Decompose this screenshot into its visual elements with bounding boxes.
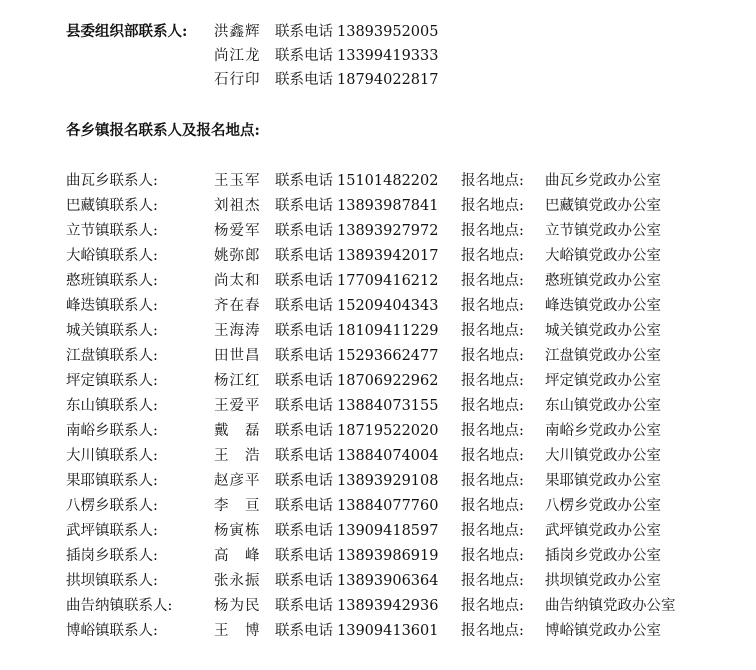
phone-number: 13893942936 bbox=[337, 598, 439, 614]
town-contact-phone bbox=[275, 421, 438, 441]
registration-place: 城关镇党政办公室 bbox=[545, 323, 661, 339]
registration-place: 果耶镇党政办公室 bbox=[545, 473, 661, 489]
town-contact-name: 王 浩 bbox=[214, 448, 261, 464]
town-contact-phone bbox=[275, 221, 438, 241]
location-label: 报名地点: bbox=[461, 398, 524, 414]
phone-number: 13884074004 bbox=[337, 448, 439, 464]
registration-place: 峰迭镇党政办公室 bbox=[545, 298, 661, 314]
phone-label: 联系电话 bbox=[275, 273, 333, 289]
phone-number: 18109411229 bbox=[337, 323, 439, 339]
registration-place: 博峪镇党政办公室 bbox=[545, 623, 661, 639]
location-label: 报名地点: bbox=[461, 598, 524, 614]
town-role-label: 博峪镇联系人: bbox=[66, 623, 158, 639]
town-contact-phone bbox=[275, 396, 438, 416]
town-role-label: 曲瓦乡联系人: bbox=[66, 173, 158, 189]
town-contact-phone bbox=[275, 471, 438, 491]
registration-place: 憨班镇党政办公室 bbox=[545, 273, 661, 289]
phone-label: 联系电话 bbox=[275, 248, 333, 264]
town-contact-phone bbox=[275, 446, 438, 466]
registration-place: 拱坝镇党政办公室 bbox=[545, 573, 661, 589]
county-contact-phone bbox=[275, 70, 438, 90]
phone-number: 13893942017 bbox=[337, 248, 439, 264]
town-role-label: 东山镇联系人: bbox=[66, 398, 158, 414]
county-heading: 县委组织部联系人: bbox=[66, 23, 188, 40]
town-contact-phone bbox=[275, 346, 438, 366]
phone-number: 13893927972 bbox=[337, 223, 439, 239]
location-label: 报名地点: bbox=[461, 273, 524, 289]
town-contact-name: 杨爱军 bbox=[214, 223, 261, 239]
location-label: 报名地点: bbox=[461, 473, 524, 489]
town-contact-phone bbox=[275, 196, 438, 216]
towns-heading: 各乡镇报名联系人及报名地点: bbox=[66, 122, 260, 139]
phone-label: 联系电话 bbox=[275, 448, 333, 464]
phone-number: 15293662477 bbox=[337, 348, 439, 364]
phone-label: 联系电话 bbox=[275, 423, 333, 439]
location-label: 报名地点: bbox=[461, 298, 524, 314]
phone-number: 15209404343 bbox=[337, 298, 439, 314]
phone-label: 联系电话 bbox=[275, 548, 333, 564]
location-label: 报名地点: bbox=[461, 173, 524, 189]
county-contact-phone bbox=[275, 22, 438, 42]
town-contact-name: 杨为民 bbox=[214, 598, 261, 614]
registration-place: 坪定镇党政办公室 bbox=[545, 373, 661, 389]
town-contact-phone bbox=[275, 546, 438, 566]
registration-place: 江盘镇党政办公室 bbox=[545, 348, 661, 364]
registration-place: 东山镇党政办公室 bbox=[545, 398, 661, 414]
phone-number: 17709416212 bbox=[337, 273, 439, 289]
registration-place: 立节镇党政办公室 bbox=[545, 223, 661, 239]
town-contact-phone bbox=[275, 271, 438, 291]
location-label: 报名地点: bbox=[461, 548, 524, 564]
phone-label: 联系电话 bbox=[275, 24, 333, 40]
town-role-label: 南峪乡联系人: bbox=[66, 423, 158, 439]
county-contact-name: 石行印 bbox=[214, 72, 261, 88]
phone-number: 13893986919 bbox=[337, 548, 439, 564]
town-contact-name: 李 亘 bbox=[214, 498, 261, 514]
town-role-label: 拱坝镇联系人: bbox=[66, 573, 158, 589]
town-role-label: 坪定镇联系人: bbox=[66, 373, 158, 389]
town-contact-name: 尚太和 bbox=[214, 273, 261, 289]
phone-number: 13884077760 bbox=[337, 498, 439, 514]
town-role-label: 城关镇联系人: bbox=[66, 323, 158, 339]
town-contact-name: 杨寅栋 bbox=[214, 523, 261, 539]
town-contact-name: 王爱平 bbox=[214, 398, 261, 414]
town-role-label: 峰迭镇联系人: bbox=[66, 298, 158, 314]
location-label: 报名地点: bbox=[461, 623, 524, 639]
phone-number: 13399419333 bbox=[337, 48, 439, 64]
phone-label: 联系电话 bbox=[275, 498, 333, 514]
location-label: 报名地点: bbox=[461, 248, 524, 264]
town-contact-name: 张永振 bbox=[214, 573, 261, 589]
town-contact-name: 田世昌 bbox=[214, 348, 261, 364]
town-role-label: 巴藏镇联系人: bbox=[66, 198, 158, 214]
registration-place: 南峪乡党政办公室 bbox=[545, 423, 661, 439]
town-contact-name: 齐在春 bbox=[214, 298, 261, 314]
town-contact-name: 王海涛 bbox=[214, 323, 261, 339]
phone-label: 联系电话 bbox=[275, 348, 333, 364]
county-contact-phone bbox=[275, 46, 438, 66]
phone-label: 联系电话 bbox=[275, 323, 333, 339]
phone-number: 13893929108 bbox=[337, 473, 439, 489]
phone-number: 13893906364 bbox=[337, 573, 439, 589]
registration-place: 巴藏镇党政办公室 bbox=[545, 198, 661, 214]
phone-number: 15101482202 bbox=[337, 173, 439, 189]
county-contact-name: 尚江龙 bbox=[214, 48, 261, 64]
town-role-label: 大川镇联系人: bbox=[66, 448, 158, 464]
town-role-label: 果耶镇联系人: bbox=[66, 473, 158, 489]
town-contact-name: 杨江红 bbox=[214, 373, 261, 389]
registration-place: 插岗乡党政办公室 bbox=[545, 548, 661, 564]
town-contact-phone bbox=[275, 246, 438, 266]
registration-place: 曲瓦乡党政办公室 bbox=[545, 173, 661, 189]
location-label: 报名地点: bbox=[461, 498, 524, 514]
town-contact-phone bbox=[275, 496, 438, 516]
town-contact-name: 高 峰 bbox=[214, 548, 261, 564]
town-contact-name: 刘祖杰 bbox=[214, 198, 261, 214]
phone-label: 联系电话 bbox=[275, 598, 333, 614]
phone-label: 联系电话 bbox=[275, 48, 333, 64]
town-contact-phone bbox=[275, 371, 438, 391]
phone-number: 18794022817 bbox=[337, 72, 439, 88]
town-contact-phone bbox=[275, 321, 438, 341]
town-role-label: 插岗乡联系人: bbox=[66, 548, 158, 564]
phone-number: 13884073155 bbox=[337, 398, 439, 414]
phone-number: 13893952005 bbox=[337, 24, 439, 40]
town-contact-phone bbox=[275, 621, 438, 641]
phone-label: 联系电话 bbox=[275, 298, 333, 314]
registration-place: 大峪镇党政办公室 bbox=[545, 248, 661, 264]
registration-place: 武坪镇党政办公室 bbox=[545, 523, 661, 539]
town-contact-name: 戴 磊 bbox=[214, 423, 261, 439]
location-label: 报名地点: bbox=[461, 573, 524, 589]
location-label: 报名地点: bbox=[461, 348, 524, 364]
registration-place: 八楞乡党政办公室 bbox=[545, 498, 661, 514]
phone-label: 联系电话 bbox=[275, 398, 333, 414]
phone-label: 联系电话 bbox=[275, 373, 333, 389]
town-role-label: 武坪镇联系人: bbox=[66, 523, 158, 539]
town-role-label: 曲告纳镇联系人: bbox=[66, 598, 173, 614]
registration-place: 曲告纳镇党政办公室 bbox=[545, 598, 676, 614]
phone-label: 联系电话 bbox=[275, 623, 333, 639]
town-role-label: 八楞乡联系人: bbox=[66, 498, 158, 514]
location-label: 报名地点: bbox=[461, 198, 524, 214]
phone-label: 联系电话 bbox=[275, 173, 333, 189]
town-role-label: 大峪镇联系人: bbox=[66, 248, 158, 264]
town-role-label: 立节镇联系人: bbox=[66, 223, 158, 239]
location-label: 报名地点: bbox=[461, 223, 524, 239]
phone-label: 联系电话 bbox=[275, 473, 333, 489]
town-contact-name: 王玉军 bbox=[214, 173, 261, 189]
phone-label: 联系电话 bbox=[275, 223, 333, 239]
location-label: 报名地点: bbox=[461, 423, 524, 439]
town-contact-name: 王 博 bbox=[214, 623, 261, 639]
county-contact-name: 洪鑫辉 bbox=[214, 24, 261, 40]
location-label: 报名地点: bbox=[461, 523, 524, 539]
town-role-label: 江盘镇联系人: bbox=[66, 348, 158, 364]
phone-number: 13909418597 bbox=[337, 523, 439, 539]
phone-number: 18719522020 bbox=[337, 423, 439, 439]
phone-label: 联系电话 bbox=[275, 523, 333, 539]
phone-label: 联系电话 bbox=[275, 198, 333, 214]
phone-label: 联系电话 bbox=[275, 573, 333, 589]
town-contact-phone bbox=[275, 171, 438, 191]
location-label: 报名地点: bbox=[461, 373, 524, 389]
phone-number: 13893987841 bbox=[337, 198, 439, 214]
location-label: 报名地点: bbox=[461, 323, 524, 339]
phone-label: 联系电话 bbox=[275, 72, 333, 88]
town-contact-name: 赵彦平 bbox=[214, 473, 261, 489]
phone-number: 13909413601 bbox=[337, 623, 439, 639]
town-contact-phone bbox=[275, 571, 438, 591]
town-contact-name: 姚弥郎 bbox=[214, 248, 261, 264]
registration-place: 大川镇党政办公室 bbox=[545, 448, 661, 464]
phone-number: 18706922962 bbox=[337, 373, 439, 389]
town-contact-phone bbox=[275, 521, 438, 541]
town-contact-phone bbox=[275, 296, 438, 316]
location-label: 报名地点: bbox=[461, 448, 524, 464]
town-contact-phone bbox=[275, 596, 438, 616]
town-role-label: 憨班镇联系人: bbox=[66, 273, 158, 289]
